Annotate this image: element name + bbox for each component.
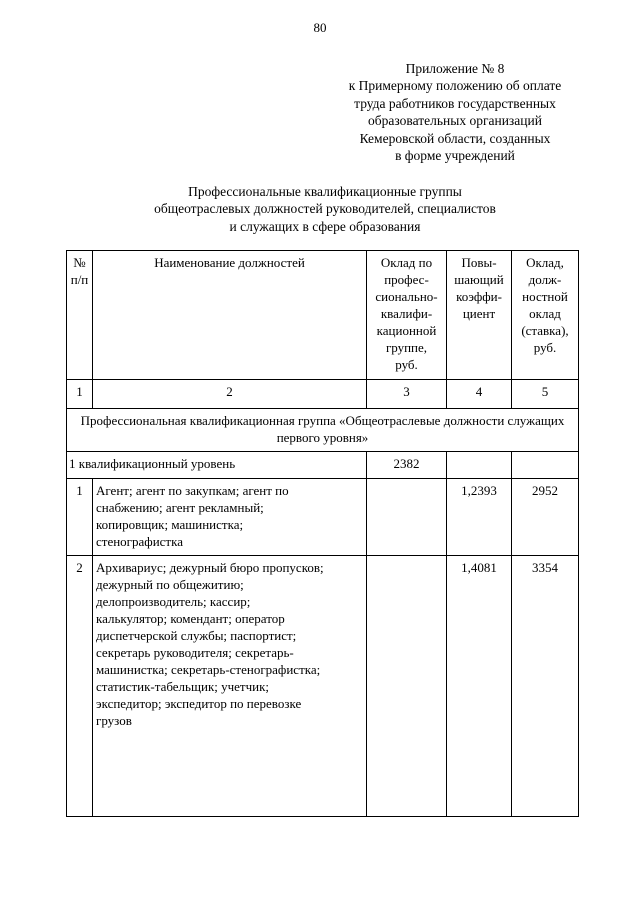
header-text: руб.	[395, 357, 418, 372]
row-number: 1	[67, 479, 93, 556]
header-salary	[512, 251, 579, 380]
header-text: Оклад по	[380, 255, 433, 270]
column-number: 2	[93, 380, 367, 409]
row-number: 2	[67, 556, 93, 817]
header-text: долж-	[528, 272, 562, 287]
column-number: 1	[67, 380, 93, 409]
table-header-row	[67, 251, 579, 380]
position-line: диспетчерской службы; паспортист;	[96, 628, 297, 643]
page-number: 80	[313, 20, 327, 35]
level-base-salary: 2382	[367, 452, 447, 479]
row-coefficient: 1,4081	[447, 556, 512, 817]
row-salary: 2952	[512, 479, 579, 556]
header-text: №	[73, 255, 86, 270]
position-line: копировщик; машинистка;	[96, 517, 244, 532]
title-line: Профессиональные квалификационные группы	[188, 184, 462, 199]
position-line: Архивариус; дежурный бюро пропусков;	[96, 560, 324, 575]
appendix-line: Приложение № 8	[405, 61, 505, 76]
position-line: экспедитор; экспедитор по перевозке	[96, 696, 302, 711]
header-text: квалифи-	[380, 306, 433, 321]
qualification-table	[66, 250, 579, 817]
header-text: руб.	[533, 340, 557, 355]
qualification-level-row	[67, 452, 579, 479]
header-position-name	[93, 251, 367, 380]
header-text: ностной	[522, 289, 568, 304]
appendix-line: в форме учреждений	[395, 148, 515, 164]
header-text: коэффи-	[456, 289, 502, 304]
header-text: циент	[462, 306, 496, 321]
header-text: профес-	[384, 272, 429, 287]
position-line: делопроизводитель; кассир;	[96, 594, 251, 609]
group-title-row	[67, 409, 579, 452]
header-text: оклад	[529, 306, 561, 321]
header-text: шающий	[454, 272, 504, 287]
position-names	[93, 479, 367, 556]
appendix-line: труда работников государственных	[354, 95, 556, 111]
header-text: (ставка),	[521, 323, 569, 338]
position-line: секретарь руководителя; секретарь-	[96, 645, 294, 660]
appendix-line: Кемеровской области, созданных	[359, 130, 551, 146]
column-number: 5	[512, 380, 579, 409]
position-line: статистик-табельщик; учетчик;	[96, 679, 270, 694]
empty-cell	[367, 479, 447, 556]
table-row	[67, 479, 579, 556]
appendix-line: к Примерному положению об оплате	[348, 78, 562, 94]
position-line: снабжению; агент рекламный;	[96, 500, 264, 515]
header-text: Наименование должностей	[154, 255, 305, 270]
empty-cell	[447, 452, 512, 479]
header-text: Повы-	[461, 255, 497, 270]
header-coefficient	[447, 251, 512, 380]
table-row	[67, 556, 579, 817]
title-line: и служащих в сфере образования	[229, 218, 421, 234]
qualification-level-label: 1 квалификационный уровень	[67, 452, 367, 479]
header-text: группе,	[385, 340, 428, 355]
position-line: машинистка; секретарь-стенографистка;	[96, 662, 321, 677]
column-number: 3	[367, 380, 447, 409]
header-number	[67, 251, 93, 380]
empty-cell	[367, 556, 447, 817]
header-text: п/п	[70, 272, 89, 287]
row-coefficient: 1,2393	[447, 479, 512, 556]
appendix-heading	[300, 60, 610, 164]
empty-cell	[512, 452, 579, 479]
header-base-salary	[367, 251, 447, 380]
header-text: Оклад,	[526, 255, 564, 270]
document-title	[60, 183, 590, 235]
title-line: общеотраслевых должностей руководителей, специалистов	[154, 201, 496, 217]
column-number: 4	[447, 380, 512, 409]
appendix-line: образовательных организаций	[368, 113, 542, 129]
position-line: грузов	[96, 713, 132, 728]
header-text: сионально-	[375, 289, 438, 304]
group-title: Профессиональная квалификационная группа «Общеотраслевые должности служащих первого уровня»	[67, 409, 579, 452]
position-line: стенографистка	[96, 534, 184, 549]
position-names	[93, 556, 367, 817]
position-line: дежурный по общежитию;	[96, 577, 244, 592]
column-number-row	[67, 380, 579, 409]
header-text: кационной	[376, 323, 437, 338]
position-line: Агент; агент по закупкам; агент по	[96, 483, 289, 498]
position-line: калькулятор; комендант; оператор	[96, 611, 285, 626]
row-salary: 3354	[512, 556, 579, 817]
